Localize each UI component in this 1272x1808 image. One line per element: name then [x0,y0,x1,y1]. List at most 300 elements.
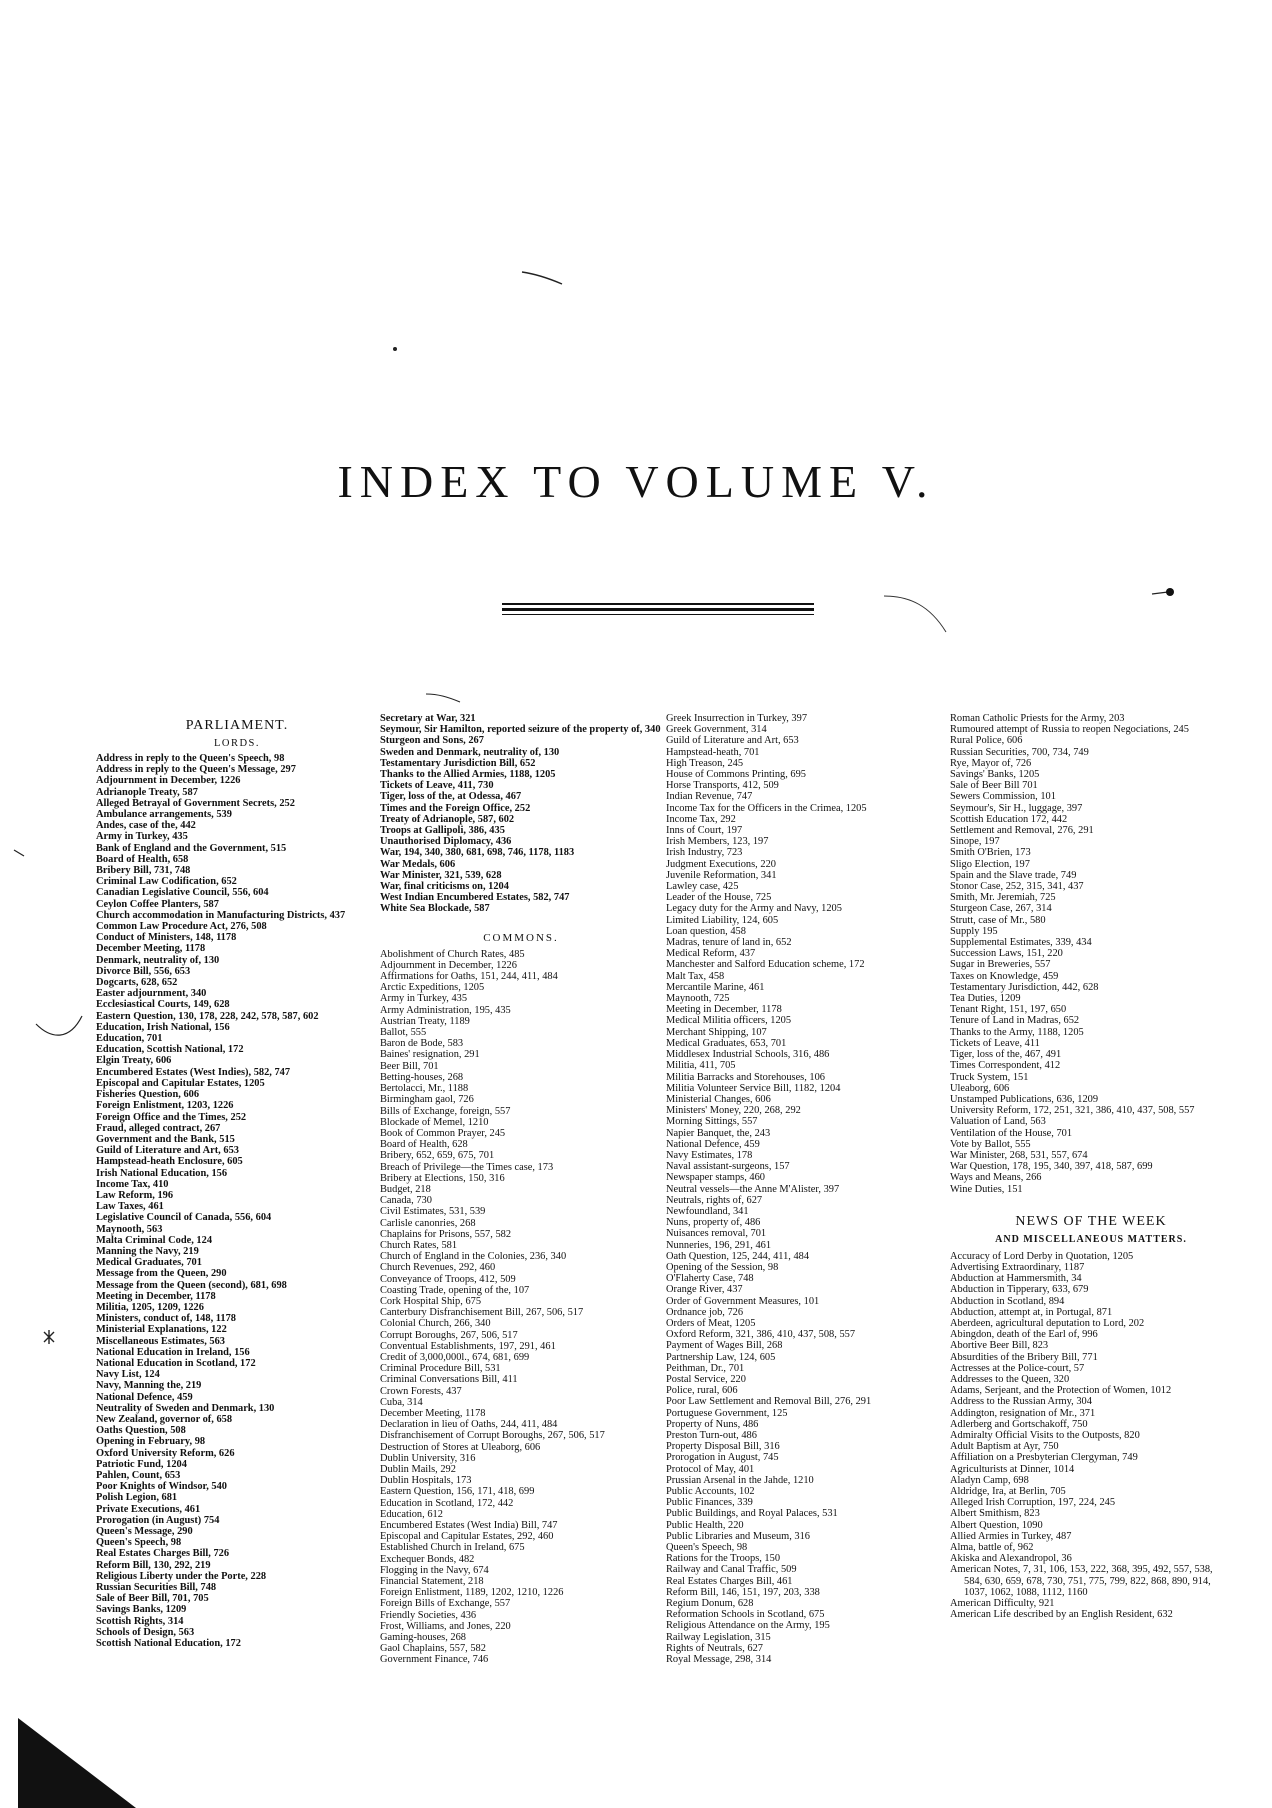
index-entry: Canadian Legislative Council, 556, 604 [96,887,269,899]
index-entry: Succession Laws, 151, 220 [950,948,1063,960]
index-entry: Religious Attendance on the Army, 195 [666,1620,830,1632]
index-entry: Education, 612 [380,1508,443,1520]
index-entry: Foreign Bills of Exchange, 557 [380,1598,511,1610]
index-entry: Maynooth, 725 [666,993,730,1005]
index-entry: Criminal Conversations Bill, 411 [380,1374,518,1386]
index-entry: Smith, Mr. Jeremiah, 725 [950,892,1056,904]
index-entry: Chaplains for Prisons, 557, 582 [380,1228,512,1240]
index-entry: Opening of the Session, 98 [666,1261,779,1273]
index-entry: Navy List, 124 [96,1369,160,1381]
index-entry: Aberdeen, agricultural deputation to Lord, 202 [950,1317,1145,1329]
index-entry: Poor Law Settlement and Removal Bill, 276, 291 [666,1396,872,1408]
index-entry: Rye, Mayor of, 726 [950,757,1032,769]
index-entry: Medical Reform, 437 [666,948,756,960]
index-entry: Church accommodation in Manufacturing Districts, 437 [96,909,346,921]
index-entry: University Reform, 172, 251, 321, 386, 410, 437, 508, 557 [950,1105,1195,1117]
section-heading: PARLIAMENT. [185,718,289,733]
index-entry: Schools of Design, 563 [96,1626,195,1638]
index-entry: Maynooth, 563 [96,1223,163,1235]
index-entry: Orders of Meat, 1205 [666,1317,756,1329]
index-entry: Miscellaneous Estimates, 563 [96,1335,226,1347]
index-entry: Army in Turkey, 435 [96,831,188,843]
margin-curve [34,1010,84,1046]
section-heading: COMMONS. [483,931,559,944]
index-entry: Smith O'Brien, 173 [950,847,1031,859]
index-entry: Portuguese Government, 125 [666,1407,788,1419]
index-entry: Credit of 3,000,000l., 674, 681, 699 [380,1351,530,1363]
index-entry: Railway and Canal Traffic, 509 [666,1564,797,1576]
index-entry: Supplemental Estimates, 339, 434 [950,937,1092,949]
index-entry: Episcopal and Capitular Estates, 292, 460 [380,1531,554,1543]
index-entry: Tickets of Leave, 411 [950,1037,1040,1049]
index-entry: Oxford Reform, 321, 386, 410, 437, 508, 557 [666,1329,856,1341]
index-entry: Army Administration, 195, 435 [380,1004,511,1016]
index-entry: Adjournment in December, 1226 [96,775,241,787]
index-entry: Alleged Irish Corruption, 197, 224, 245 [950,1497,1116,1509]
index-entry: Affiliation on a Presbyterian Clergyman, 749 [950,1452,1138,1464]
index-entry: Truck System, 151 [950,1071,1029,1083]
stray-dot [390,344,400,354]
index-entry: Carlisle canonries, 268 [380,1217,476,1229]
index-entry: Public Buildings, and Royal Palaces, 531 [666,1508,838,1520]
index-entry: Thanks to the Allied Armies, 1188, 1205 [380,769,556,781]
index-entry: Education, Scottish National, 172 [96,1044,244,1056]
index-entry: Militia Barracks and Storehouses, 106 [666,1071,826,1083]
index-entry: Indian Revenue, 747 [666,791,753,803]
index-entry: Vote by Ballot, 555 [950,1138,1031,1150]
index-entry: Nuisances removal, 701 [666,1228,767,1240]
index-entry: Medical Militia officers, 1205 [666,1015,792,1027]
index-entry: Bills of Exchange, foreign, 557 [380,1105,511,1117]
stray-blot [1150,584,1180,600]
index-entry: Address in reply to the Queen's Message, 297 [96,764,296,776]
index-entry: Malta Criminal Code, 124 [96,1234,213,1246]
index-entry: Law Taxes, 461 [96,1201,164,1213]
index-entry: War, 194, 340, 380, 681, 698, 746, 1178, 1183 [380,847,575,859]
index-entry: Conveyance of Troops, 412, 509 [380,1273,516,1285]
index-entry: Absurdities of the Bribery Bill, 771 [950,1351,1098,1363]
index-entry: Education, Irish National, 156 [96,1021,230,1033]
index-entry: Stonor Case, 252, 315, 341, 437 [950,881,1084,893]
index-entry: Rations for the Troops, 150 [666,1553,781,1565]
index-entry: Flogging in the Navy, 674 [380,1564,489,1576]
index-entry: Financial Statement, 218 [380,1576,484,1588]
index-entry: Navy Estimates, 178 [666,1149,753,1161]
index-entry: Dublin Hospitals, 173 [380,1475,472,1487]
index-entry: Easter adjournment, 340 [96,988,207,1000]
index-entry: Board of Health, 628 [380,1139,468,1151]
index-entry: Judgment Executions, 220 [666,858,776,870]
stray-mark-col2 [424,690,464,704]
index-entry: Education in Scotland, 172, 442 [380,1497,514,1509]
index-entry: Unauthorised Diplomacy, 436 [380,836,512,848]
index-entry: Message from the Queen, 290 [96,1268,227,1280]
index-entry: Sale of Beer Bill, 701, 705 [96,1593,209,1605]
index-entry: Sale of Beer Bill 701 [950,780,1038,792]
index-entry: Arctic Expeditions, 1205 [380,982,485,994]
index-entry: Income Tax, 410 [96,1178,169,1190]
index-entry: Divorce Bill, 556, 653 [96,965,191,977]
index-entry: Morning Sittings, 557 [666,1116,758,1128]
index-entry: Regium Donum, 628 [666,1598,754,1610]
index-entry: Ordnance job, 726 [666,1306,744,1318]
index-entry: Education, 701 [96,1033,163,1045]
index-entry: Meeting in December, 1178 [96,1290,216,1302]
index-entry: Friendly Societies, 436 [380,1609,477,1621]
index-entry: Oath Question, 125, 244, 411, 484 [666,1250,810,1262]
index-entry: Hampstead-heath Enclosure, 605 [96,1156,243,1168]
index-entry: Albert Question, 1090 [950,1519,1043,1531]
index-entry: Alma, battle of, 962 [950,1542,1034,1554]
index-entry: Manning the Navy, 219 [96,1245,199,1257]
index-entry: Betting-houses, 268 [380,1071,464,1083]
index-entry: Sinope, 197 [950,836,1000,848]
index-entry: Sewers Commission, 101 [950,791,1056,803]
index-entry: National Education in Ireland, 156 [96,1346,250,1358]
index-column-3 [666,713,948,1665]
index-entry: Law Reform, 196 [96,1189,174,1201]
index-entry: Address in reply to the Queen's Speech, 98 [96,753,285,764]
index-entry: Cuba, 314 [380,1396,423,1408]
index-entry: Public Accounts, 102 [666,1486,755,1498]
index-entry: Church Rates, 581 [380,1239,458,1251]
index-entry: Legislative Council of Canada, 556, 604 [96,1212,272,1224]
index-entry: Episcopal and Capitular Estates, 1205 [96,1077,265,1089]
index-entry: Ceylon Coffee Planters, 587 [96,898,219,910]
index-entry: Ventilation of the House, 701 [950,1127,1073,1139]
index-entry: Message from the Queen (second), 681, 698 [96,1279,287,1291]
index-entry: Declaration in lieu of Oaths, 244, 411, 484 [380,1419,558,1431]
index-entry: Foreign Enlistment, 1203, 1226 [96,1100,234,1112]
index-entry: Sweden and Denmark, neutrality of, 130 [380,746,560,758]
index-entry: Pahlen, Count, 653 [96,1470,181,1481]
index-entry: Adams, Serjeant, and the Protection of Women, 1012 [950,1385,1172,1397]
index-entry: Rumoured attempt of Russia to reopen Negociations, 245 [950,724,1189,736]
index-entry: Affirmations for Oaths, 151, 244, 411, 484 [380,971,558,983]
index-entry: Medical Graduates, 701 [96,1257,202,1269]
index-entry: Albert Smithism, 823 [950,1508,1040,1520]
index-entry: Queen's Speech, 98 [666,1542,748,1554]
index-entry: Canada, 730 [380,1195,432,1207]
index-entry: Opening in February, 98 [96,1436,206,1448]
index-entry: Accuracy of Lord Derby in Quotation, 1205 [950,1250,1134,1262]
index-entry: War Minister, 268, 531, 557, 674 [950,1149,1088,1161]
index-entry: Bribery Bill, 731, 748 [96,865,191,877]
title-rule-top [502,603,814,605]
index-entry: Adult Baptism at Ayr, 750 [950,1441,1059,1453]
index-column-4 [950,713,1232,1620]
index-entry: Navy, Manning the, 219 [96,1380,202,1392]
index-entry: House of Commons Printing, 695 [666,769,806,781]
index-entry: Disfranchisement of Corrupt Boroughs, 267, 506, 517 [380,1430,605,1442]
index-entry: Malt Tax, 458 [666,970,725,982]
index-entry: Ecclesiastical Courts, 149, 628 [96,999,230,1011]
index-entry: Protocol of May, 401 [666,1463,755,1475]
index-entry: Foreign Enlistment, 1189, 1202, 1210, 1226 [380,1587,564,1599]
index-entry: Juvenile Reformation, 341 [666,869,777,881]
index-entry: Dogcarts, 628, 652 [96,977,178,989]
index-entry: Nunneries, 196, 291, 461 [666,1239,772,1251]
index-entry: Ambulance arrangements, 539 [96,809,232,821]
index-entry: Addresses to the Queen, 320 [950,1373,1070,1385]
index-entry: Rights of Neutrals, 627 [666,1642,763,1654]
index-entry: Savings Banks, 1209 [96,1604,187,1616]
index-entry: Baron de Bode, 583 [380,1038,464,1050]
index-entry: Abingdon, death of the Earl of, 996 [950,1329,1098,1341]
index-entry: Colonial Church, 266, 340 [380,1318,491,1330]
index-entry: Prorogation (in August) 754 [96,1514,220,1526]
index-entry: Denmark, neutrality of, 130 [96,954,220,966]
index-entry: Naval assistant-surgeons, 157 [666,1161,790,1173]
index-entry: December Meeting, 1178 [380,1407,486,1419]
index-entry: High Treason, 245 [666,757,744,769]
index-entry: Oxford University Reform, 626 [96,1447,235,1459]
index-entry: Abolishment of Church Rates, 485 [380,948,525,960]
index-entry: December Meeting, 1178 [96,943,206,955]
index-entry: Rural Police, 606 [950,735,1023,747]
title-rule-middle [502,608,814,611]
page-title: INDEX TO VOLUME V. [337,456,935,507]
index-entry: Orange River, 437 [666,1284,743,1296]
index-entry: Common Law Procedure Act, 276, 508 [96,921,267,933]
index-entry: Public Health, 220 [666,1519,744,1531]
index-entry: Times Correspondent, 412 [950,1060,1061,1072]
index-entry: O'Flaherty Case, 748 [666,1273,754,1285]
index-entry: Blockade of Memel, 1210 [380,1116,489,1128]
index-entry: Government and the Bank, 515 [96,1133,235,1145]
index-entry: Abduction in Scotland, 894 [950,1295,1065,1307]
index-entry: War Question, 178, 195, 340, 397, 418, 587, 699 [950,1161,1153,1173]
index-entry: Secretary at War, 321 [380,713,476,724]
index-entry: Oaths Question, 508 [96,1425,186,1437]
stray-mark-top [520,268,564,288]
index-entry: Government Finance, 746 [380,1654,489,1666]
index-entry: Seymour, Sir Hamilton, reported seizure of the property of, 340 [380,724,661,736]
index-entry: Merchant Shipping, 107 [666,1026,767,1038]
scan-corner-shadow [18,1718,136,1808]
index-entry: Loan question, 458 [666,925,746,937]
index-entry: Payment of Wages Bill, 268 [666,1340,783,1352]
index-entry: Guild of Literature and Art, 653 [666,735,799,747]
margin-tick [12,848,28,860]
index-entry: Meeting in December, 1178 [666,1004,782,1016]
index-entry: Birmingham gaol, 726 [380,1094,474,1106]
stray-curve-right [880,588,950,638]
index-entry: Canterbury Disfranchisement Bill, 267, 506, 517 [380,1307,584,1319]
index-entry: Austrian Treaty, 1189 [380,1015,470,1027]
index-entry: Aldridge, Ira, at Berlin, 705 [950,1486,1066,1497]
index-entry: Order of Government Measures, 101 [666,1295,820,1307]
index-entry: Guild of Literature and Art, 653 [96,1145,239,1157]
index-entry: Foreign Office and the Times, 252 [96,1111,247,1123]
index-entry: Middlesex Industrial Schools, 316, 486 [666,1049,830,1061]
index-entry: Settlement and Removal, 276, 291 [950,825,1094,837]
index-entry: Bertolacci, Mr., 1188 [380,1083,469,1095]
index-entry: Queen's Message, 290 [96,1526,193,1538]
index-entry: Corrupt Boroughs, 267, 506, 517 [380,1329,518,1341]
index-entry: Destruction of Stores at Uleaborg, 606 [380,1441,541,1453]
index-entry: Limited Liability, 124, 605 [666,914,779,926]
index-entry: Lawley case, 425 [666,881,739,893]
index-entry: Neutrals, rights of, 627 [666,1194,763,1206]
index-entry: Scottish Rights, 314 [96,1615,184,1627]
index-entry: Address to the Russian Army, 304 [950,1396,1092,1408]
index-entry: Conduct of Ministers, 148, 1178 [96,932,237,944]
index-entry: Income Tax for the Officers in the Crimea, 1205 [666,802,867,814]
index-entry: Greek Insurrection in Turkey, 397 [666,713,808,724]
index-entry: Railway Legislation, 315 [666,1631,771,1643]
index-entry: Crown Forests, 437 [380,1385,462,1397]
index-entry: Times and the Foreign Office, 252 [380,802,531,814]
index-entry: Supply 195 [950,925,998,937]
section-heading: NEWS OF THE WEEK [1015,1213,1167,1229]
index-entry: Dublin University, 316 [380,1452,476,1464]
index-entry: Thanks to the Army, 1188, 1205 [950,1026,1084,1038]
index-entry: Breach of Privilege—the Times case, 173 [380,1161,554,1173]
index-entry: Adlerberg and Gortschakoff, 750 [950,1418,1088,1430]
index-entry: Abduction, attempt at, in Portugal, 871 [950,1306,1113,1318]
index-entry: Army in Turkey, 435 [380,993,468,1005]
index-entry: Militia Volunteer Service Bill, 1182, 1204 [666,1082,841,1094]
index-entry: Coasting Trade, opening of the, 107 [380,1284,530,1296]
index-entry: Medical Graduates, 653, 701 [666,1037,787,1049]
index-entry: Advertising Extraordinary, 1187 [950,1261,1085,1273]
index-entry: Partnership Law, 124, 605 [666,1351,776,1363]
index-entry: Neutral vessels—the Anne M'Alister, 397 [666,1183,840,1195]
index-entry: Polish Legion, 681 [96,1492,178,1504]
index-entry: Postal Service, 220 [666,1373,746,1385]
index-entry: Wine Duties, 151 [950,1183,1023,1195]
index-entry: Newfoundland, 341 [666,1205,749,1217]
index-entry: Leader of the House, 725 [666,892,772,904]
index-entry: Militia, 1205, 1209, 1226 [96,1301,204,1313]
index-entry: Hampstead-heath, 701 [666,746,760,758]
index-entry: War Medals, 606 [380,858,456,870]
index-entry: Gaol Chaplains, 557, 582 [380,1643,486,1655]
index-entry: Treaty of Adrianople, 587, 602 [380,813,515,825]
index-entry: Gaming-houses, 268 [380,1632,467,1644]
index-entry: Criminal Procedure Bill, 531 [380,1363,501,1375]
index-entry: Reformation Schools in Scotland, 675 [666,1609,825,1621]
index-entry: Bribery, 652, 659, 675, 701 [380,1150,495,1162]
index-entry: Encumbered Estates (West Indies), 582, 747 [96,1066,291,1078]
index-entry: Greek Government, 314 [666,724,767,736]
index-entry: Church Revenues, 292, 460 [380,1262,496,1274]
title-rule-bottom [502,614,814,615]
index-column-2 [380,713,662,1666]
index-entry: Savings' Banks, 1205 [950,769,1040,781]
index-entry: War, final criticisms on, 1204 [380,881,509,893]
index-column-1 [96,713,378,1649]
index-entry: Elgin Treaty, 606 [96,1055,172,1067]
index-entry: Fraud, alleged contract, 267 [96,1122,221,1134]
index-entry: Madras, tenure of land in, 652 [666,937,792,949]
index-entry: Sligo Election, 197 [950,858,1030,870]
index-entry: New Zealand, governor of, 658 [96,1413,233,1425]
index-entry: Property of Nuns, 486 [666,1418,759,1430]
index-entry: Manchester and Salford Education scheme, 172 [666,959,865,971]
index-entry: Eastern Question, 156, 171, 418, 699 [380,1486,535,1498]
index-entry: American Notes, 7, 31, 106, 153, 222, 368, 395, 492, 557, 538, 584, 630, 659, 678, 730, 751, 775, 799, 822, 868, 890, 914, 1037, 1062, 1088, 1112, 1160 [950,1564,1213,1598]
index-entry: Tenure of Land in Madras, 652 [950,1015,1080,1027]
index-entry: Established Church in Ireland, 675 [380,1542,525,1554]
index-entry: Baines' resignation, 291 [380,1049,480,1061]
index-entry: American Life described by an English Resident, 632 [950,1609,1173,1621]
index-entry: Taxes on Knowledge, 459 [950,970,1059,982]
index-entry: Ministers, conduct of, 148, 1178 [96,1313,236,1325]
index-entry: Seymour's, Sir H., luggage, 397 [950,802,1083,814]
index-entry: Abduction at Hammersmith, 34 [950,1273,1082,1285]
index-entry: Exchequer Bonds, 482 [380,1553,475,1565]
index-entry: Russian Securities Bill, 748 [96,1582,217,1594]
index-entry: Sturgeon and Sons, 267 [380,735,484,747]
index-entry: Horse Transports, 412, 509 [666,780,779,792]
index-entry: Alleged Betrayal of Government Secrets, 252 [96,797,295,809]
index-entry: Admiralty Official Visits to the Outposts, 820 [950,1429,1140,1441]
index-entry: Andes, case of the, 442 [96,820,196,832]
index-entry: Nuns, property of, 486 [666,1217,761,1229]
index-entry: Tea Duties, 1209 [950,993,1021,1005]
index-entry: Real Estates Charges Bill, 726 [96,1548,230,1560]
index-entry: National Defence, 459 [666,1138,760,1150]
index-entry: Irish Members, 123, 197 [666,836,769,848]
index-entry: Actresses at the Police-court, 57 [950,1362,1085,1374]
index-entry: Uleaborg, 606 [950,1082,1010,1094]
index-entry: Board of Health, 658 [96,853,189,865]
index-entry: Mercantile Marine, 461 [666,981,765,993]
index-entry: Poor Knights of Windsor, 540 [96,1481,227,1493]
index-entry: Religious Liberty under the Porte, 228 [96,1570,267,1582]
index-entry: Strutt, case of Mr., 580 [950,914,1046,926]
index-entry: Cork Hospital Ship, 675 [380,1295,482,1307]
index-entry: Ballot, 555 [380,1027,427,1039]
index-entry: Abortive Beer Bill, 823 [950,1340,1049,1352]
index-entry: Militia, 411, 705 [666,1060,736,1072]
index-entry: Scottish Education 172, 442 [950,813,1068,825]
index-entry: Reform Bill, 130, 292, 219 [96,1559,211,1571]
index-entry: Preston Turn-out, 486 [666,1430,757,1441]
index-entry: Ministerial Changes, 606 [666,1093,771,1105]
index-entry: Troops at Gallipoli, 386, 435 [380,825,505,837]
index-entry: Book of Common Prayer, 245 [380,1127,506,1139]
index-entry: Russian Securities, 700, 734, 749 [950,746,1089,758]
index-entry: Real Estates Charges Bill, 461 [666,1575,793,1587]
index-entry: Church of England in the Colonies, 236, 340 [380,1251,567,1263]
index-entry: American Difficulty, 921 [950,1598,1055,1610]
index-entry: Ways and Means, 266 [950,1172,1042,1184]
margin-flourish [40,1328,60,1348]
index-entry: Police, rural, 606 [666,1385,738,1397]
section-subheading: AND MISCELLANEOUS MATTERS. [995,1233,1187,1245]
index-entry: Spain and the Slave trade, 749 [950,869,1077,881]
index-entry: Criminal Law Codification, 652 [96,876,237,888]
index-entry: Property Disposal Bill, 316 [666,1441,780,1453]
index-entry: Eastern Question, 130, 178, 228, 242, 578, 587, 602 [96,1010,319,1022]
index-entry: Bribery at Elections, 150, 316 [380,1172,505,1184]
index-entry: Testamentary Jurisdiction, 442, 628 [950,981,1099,993]
index-entry: Civil Estimates, 531, 539 [380,1206,486,1218]
index-entry: Frost, Williams, and Jones, 220 [380,1620,511,1632]
index-entry: Inns of Court, 197 [666,825,743,837]
section-subheading: LORDS. [213,738,261,749]
index-entry: Neutrality of Sweden and Denmark, 130 [96,1402,275,1414]
index-entry: Beer Bill, 701 [380,1060,439,1072]
index-entry: Napier Banquet, the, 243 [666,1127,771,1139]
index-entry: Tickets of Leave, 411, 730 [380,780,494,792]
index-entry: National Defence, 459 [96,1391,193,1403]
index-entry: Unstamped Publications, 636, 1209 [950,1093,1099,1105]
index-entry: Roman Catholic Priests for the Army, 203 [950,713,1125,724]
